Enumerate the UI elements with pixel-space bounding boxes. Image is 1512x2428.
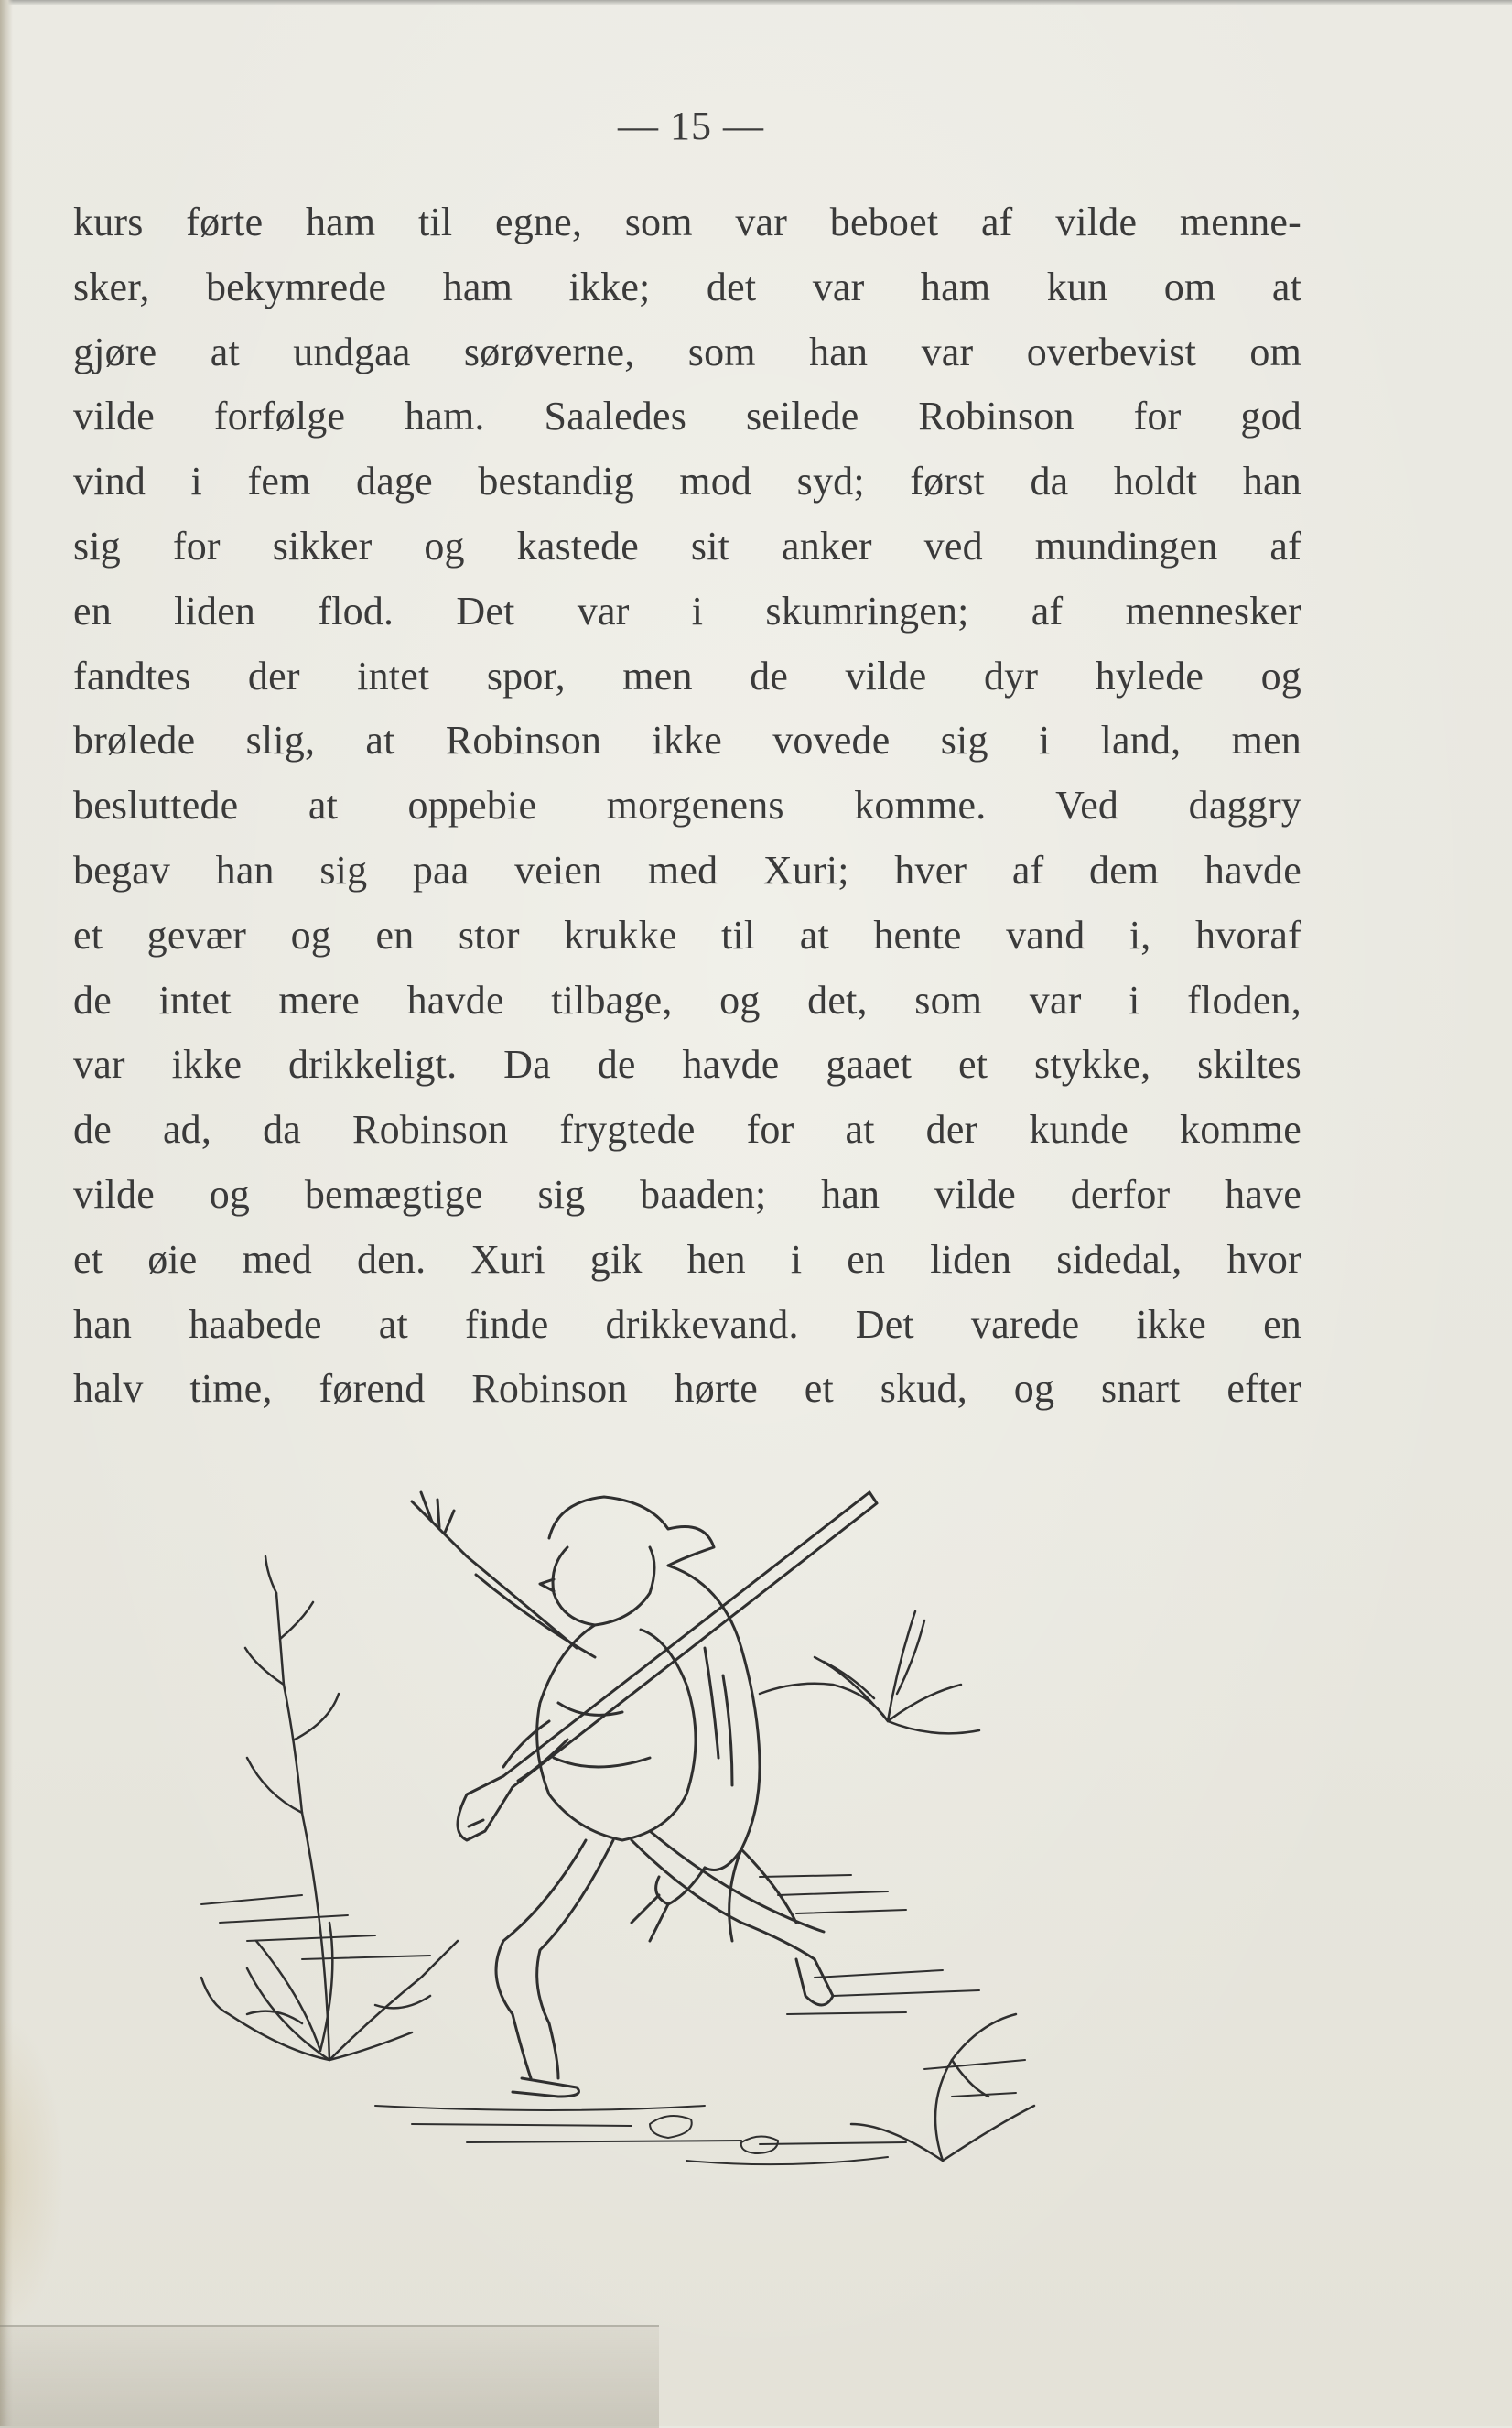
ground-hatching [201,1875,1025,2164]
right-plant [760,1611,1034,2161]
text-line: han haabede at finde drikkevand. Det varede ikke en [73,1301,1301,1347]
body-text [73,190,1301,1422]
running-boy-illustration [192,1465,1162,2188]
text-line: vilde og bemægtige sig baaden; han vilde derfor have [73,1171,1301,1217]
text-line: sker, bekymrede ham ikke; det var ham kun om at [73,264,1301,309]
text-line: gjøre at undgaa sørøverne, som han var overbevist om [73,329,1301,374]
page-number: — 15 — [618,103,764,148]
boy-figure [412,1492,833,2097]
text-line: begav han sig paa veien med Xuri; hver af dem havde [73,847,1301,893]
text-line: var ikke drikkeligt. Da de havde gaaet et stykke, skiltes [73,1042,1301,1088]
text-line: fandtes der intet spor, men de vilde dyr hylede og [73,653,1301,699]
text-line: sig for sikker og kastede sit anker ved mundingen af [73,523,1301,569]
ground-stones [650,2116,778,2153]
left-plant [201,1556,458,2060]
text-line: de ad, da Robinson frygtede for at der kunde komme [73,1107,1301,1153]
text-line: brølede slig, at Robinson ikke vovede sig i land, men [73,718,1301,764]
page-stain [0,2014,64,2335]
page-bottom-fold [0,2325,659,2428]
text-line: vind i fem dage bestandig mod syd; først da holdt han [73,459,1301,504]
text-line: kurs førte ham til egne, som var beboet af vilde menne- [73,200,1301,244]
text-line: et gevær og en stor krukke til at hente vand i, hvoraf [73,912,1301,958]
page-top-edge [0,0,1512,5]
text-line: vilde forfølge ham. Saaledes seilede Robinson for god [73,394,1301,439]
text-line: besluttede at oppebie morgenens komme. Ved daggry [73,783,1301,829]
text-line: halv time, førend Robinson hørte et skud, og snart efter [73,1366,1301,1412]
text-line: en liden flod. Det var i skumringen; af mennesker [73,588,1301,634]
text-line: de intet mere havde tilbage, og det, som var i floden, [73,977,1301,1023]
rifle [458,1492,877,1840]
text-line: et øie med den. Xuri gik hen i en liden sidedal, hvor [73,1236,1301,1282]
